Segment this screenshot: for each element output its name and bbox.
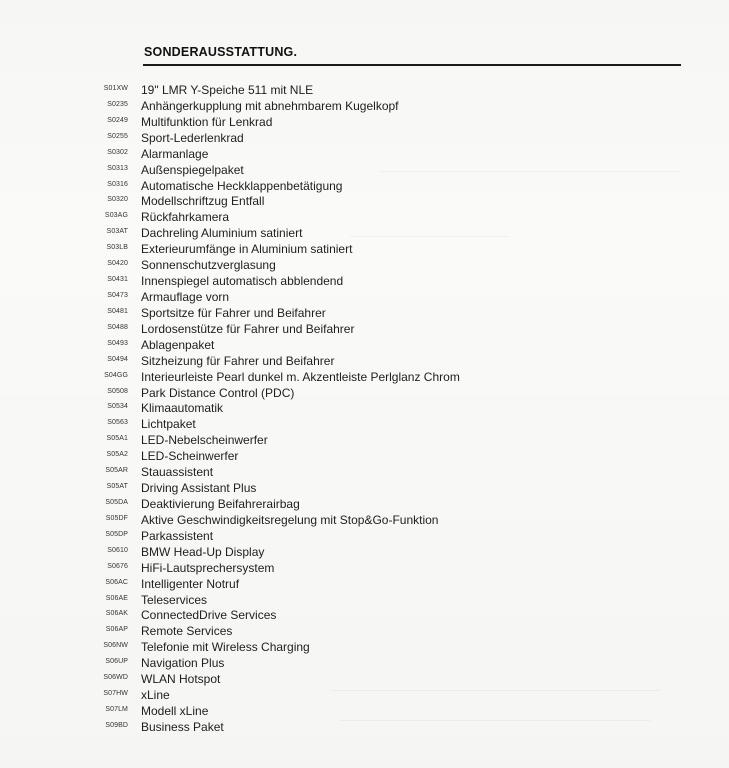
equipment-item — [0, 448, 729, 464]
equipment-item — [0, 671, 729, 687]
option-label: Alarmanlage — [141, 146, 209, 161]
option-code: S0255 — [107, 132, 128, 140]
option-code: S0563 — [107, 419, 128, 427]
option-code: S03LB — [106, 244, 128, 252]
equipment-item — [0, 639, 729, 655]
option-label: LED-Scheinwerfer — [141, 449, 239, 464]
option-code: S0481 — [107, 307, 128, 315]
equipment-item — [0, 576, 729, 592]
option-code: S06AC — [105, 578, 128, 586]
option-label: Teleservices — [141, 592, 208, 607]
equipment-item — [0, 146, 729, 162]
section-heading: SONDERAUSSTATTUNG. — [144, 45, 298, 59]
equipment-item — [0, 273, 729, 289]
equipment-item — [0, 719, 729, 735]
equipment-item — [0, 655, 729, 671]
option-code: S0249 — [107, 116, 128, 124]
option-label: Telefonie mit Wireless Charging — [141, 640, 310, 655]
option-code: S06UP — [105, 658, 128, 666]
option-label: Automatische Heckklappenbetätigung — [141, 178, 343, 193]
equipment-item — [0, 289, 729, 305]
option-label: xLine — [141, 688, 170, 703]
option-code: S06WD — [103, 674, 128, 682]
equipment-item — [0, 98, 729, 114]
equipment-item — [0, 400, 729, 416]
option-label: Dachreling Aluminium satiniert — [141, 226, 303, 241]
option-code: S05DP — [105, 530, 128, 538]
equipment-item — [0, 703, 729, 719]
equipment-item — [0, 162, 729, 178]
equipment-list — [0, 82, 729, 735]
option-code: S04GG — [104, 371, 128, 379]
equipment-item — [0, 528, 729, 544]
equipment-item — [0, 257, 729, 273]
option-code: S09BD — [105, 721, 128, 729]
option-code: S0235 — [107, 100, 128, 108]
option-label: Sonnenschutzverglasung — [141, 258, 276, 273]
option-label: Remote Services — [141, 624, 233, 639]
option-code: S0313 — [107, 164, 128, 172]
equipment-item — [0, 337, 729, 353]
option-code: S0473 — [107, 291, 128, 299]
option-label: HiFi-Lautsprechersystem — [141, 560, 275, 575]
option-label: Aktive Geschwindigkeitsregelung mit Stop&Go-Funktion — [141, 512, 439, 527]
equipment-item — [0, 607, 729, 623]
option-label: Parkassistent — [141, 528, 214, 543]
option-label: Innenspiegel automatisch abblendend — [141, 274, 344, 289]
option-label: Sitzheizung für Fahrer und Beifahrer — [141, 353, 335, 368]
option-label: Deaktivierung Beifahrerairbag — [141, 496, 300, 511]
equipment-item — [0, 321, 729, 337]
equipment-item — [0, 496, 729, 512]
option-label: ConnectedDrive Services — [141, 608, 277, 623]
option-code: S0493 — [107, 339, 128, 347]
equipment-item — [0, 369, 729, 385]
option-code: S01XW — [103, 85, 128, 92]
option-label: Ablagenpaket — [141, 337, 215, 352]
option-label: Lordosenstütze für Fahrer und Beifahrer — [141, 321, 355, 336]
option-code: S0534 — [107, 403, 128, 411]
option-code: S05A2 — [106, 451, 128, 459]
option-label: Multifunktion für Lenkrad — [141, 114, 273, 129]
option-code: S05A1 — [106, 435, 128, 443]
equipment-item — [0, 305, 729, 321]
option-label: Navigation Plus — [141, 656, 225, 671]
option-label: Armauflage vorn — [141, 289, 230, 304]
option-code: S05DA — [105, 498, 128, 506]
equipment-item — [0, 193, 729, 209]
equipment-item — [0, 225, 729, 241]
option-code: S07LM — [105, 705, 128, 713]
option-label: Interieurleiste Pearl dunkel m. Akzentleiste Perlglanz Chrom — [141, 369, 460, 384]
equipment-item — [0, 178, 729, 194]
option-code: S06AP — [105, 626, 128, 634]
equipment-item — [0, 385, 729, 401]
option-code: S06AE — [105, 594, 128, 602]
option-label: WLAN Hotspot — [141, 672, 221, 687]
option-label: Intelligenter Notruf — [141, 576, 240, 591]
heading-rule — [143, 64, 681, 66]
equipment-item — [0, 241, 729, 257]
option-code: S0508 — [107, 387, 128, 395]
equipment-item — [0, 512, 729, 528]
equipment-item — [0, 687, 729, 703]
option-code: S05AR — [105, 467, 128, 475]
option-code: S06AK — [105, 610, 128, 618]
equipment-item — [0, 130, 729, 146]
option-label: Driving Assistant Plus — [141, 481, 257, 496]
equipment-item — [0, 416, 729, 432]
equipment-item — [0, 114, 729, 130]
option-code: S05AT — [106, 483, 128, 491]
option-code: S0494 — [107, 355, 128, 363]
option-label: Exterieurumfänge in Aluminium satiniert — [141, 242, 353, 257]
option-label: BMW Head-Up Display — [141, 544, 265, 559]
option-label: Modell xLine — [141, 703, 209, 718]
option-code: S0610 — [107, 546, 128, 554]
option-code: S06NW — [103, 642, 128, 650]
option-label: 19" LMR Y-Speiche 511 mit NLE — [141, 83, 314, 97]
equipment-item — [0, 623, 729, 639]
option-label: Sportsitze für Fahrer und Beifahrer — [141, 305, 326, 320]
equipment-item — [0, 480, 729, 496]
equipment-item — [0, 209, 729, 225]
equipment-item — [0, 353, 729, 369]
equipment-item — [0, 432, 729, 448]
equipment-item — [0, 560, 729, 576]
option-code: S0676 — [107, 562, 128, 570]
option-label: Stauassistent — [141, 465, 214, 480]
option-code: S0320 — [107, 196, 128, 204]
option-code: S03AG — [104, 212, 128, 220]
option-code: S03AT — [106, 228, 128, 236]
equipment-item — [0, 464, 729, 480]
option-label: Klimaautomatik — [141, 401, 224, 416]
option-code: S05DF — [105, 514, 128, 522]
option-label: Außenspiegelpaket — [141, 162, 244, 177]
option-label: Sport-Lederlenkrad — [141, 130, 244, 145]
equipment-item — [0, 592, 729, 608]
option-code: S0488 — [107, 323, 128, 331]
equipment-item — [0, 82, 729, 98]
option-label: Lichtpaket — [141, 417, 196, 432]
option-code: S0302 — [107, 148, 128, 156]
option-label: LED-Nebelscheinwerfer — [141, 433, 268, 448]
option-code: S0420 — [107, 260, 128, 268]
option-label: Modellschriftzug Entfall — [141, 194, 265, 209]
option-label: Business Paket — [141, 719, 224, 734]
option-code: S0431 — [107, 276, 128, 284]
equipment-item — [0, 544, 729, 560]
option-label: Rückfahrkamera — [141, 210, 230, 225]
option-code: S07HW — [103, 690, 128, 698]
option-label: Park Distance Control (PDC) — [141, 385, 295, 400]
option-label: Anhängerkupplung mit abnehmbarem Kugelkopf — [141, 98, 399, 113]
option-code: S0316 — [107, 180, 128, 188]
